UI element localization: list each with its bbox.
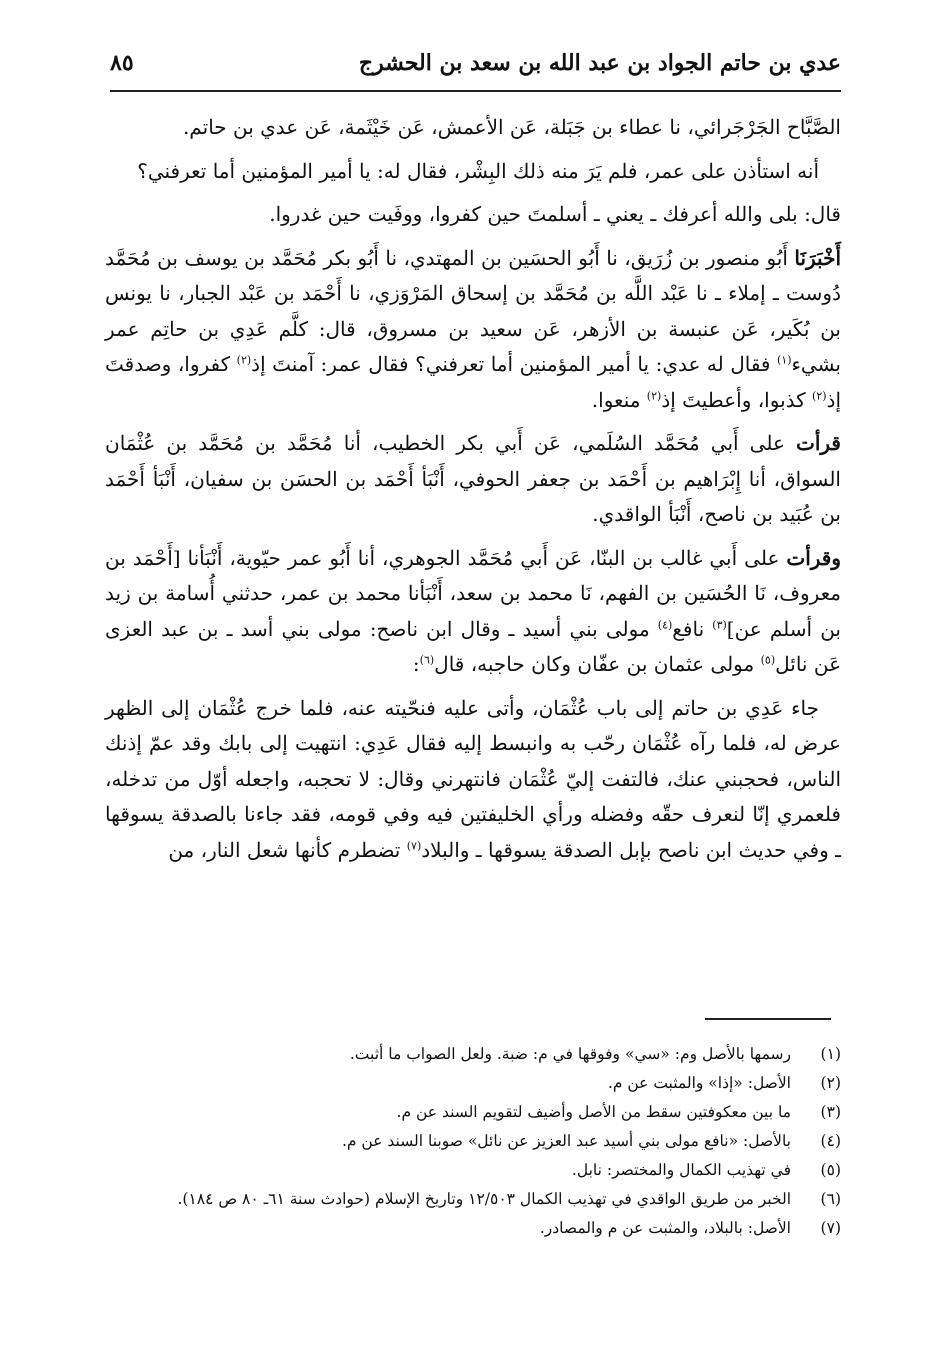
footnote-separator [705,1018,831,1020]
footnote-item [140,1185,841,1214]
footnote-item [140,1040,841,1069]
footnote-marker: (٢) [236,353,252,367]
main-text [105,110,841,876]
keyword-qara-tu: قرأت [796,431,841,455]
text-run: على أَبي غالب بن البنّا، عَن أَبي مُحَمَّد الجوهري، أنا أَبُو عمر حيّوية، أَنْبَأنا [أَحْمَد بن معروف، نَا الحُسَين بن الفهم، نَا محمد بن سعد، أَنْبَأنا محمد بن عمر، حدثني أُسامة بن زيد بن أسلم عن] [105,545,841,641]
footnote-number: (٤) [820,1132,841,1150]
footnote-marker: (٦) [419,653,435,667]
keyword-wa-qara-tu: وقرأت [786,545,841,570]
footnote-item [140,1156,841,1185]
footnote-marker: (٤) [657,617,673,631]
paragraph-7 [105,691,841,869]
footnote-marker: (٣) [712,617,727,631]
text-run: أَبُو منصور بن زُرَيق، نا أَبُو الحسَين بن المهتدي، نا أَبُو بكر مُحَمَّد بن يوسف بن مُحَمَّد دُوست ـ إملاء ـ نا عَبْد اللَّه بن مُحَمَّد بن إسحاق المَرْوَزي، نا أَحْمَد بن عَبْد الجبار، نا يونس بن بُكَير، عَن عنبسة بن الأزهر، عَن سعيد بن مسروق، قال: كلَّم عَدِي بن حاتِم عمر بشيء [105,245,841,376]
text-run: مولى بني أسيد ـ وقال ابن ناصح: مولى بني أسد ـ بن عبد العزى عَن نائل [105,616,841,676]
text-run: على أَبي مُحَمَّد السُلَمي، عَن أَبي بكر الخطيب، أنا مُحَمَّد بن مُحَمَّد بن عُثْمَان السواق، أنا إِبْرَاهيم بن أَحْمَد بن جعفر الحوفي، أَنْبَأ أَحْمَد بن الحسَن بن سفيان، أَنْبَأ أَحْمَد بن عُبَيد بن ناصح، أَنْبَأ الواقدي. [105,431,841,526]
footnote-number: (٧) [820,1219,841,1237]
text-run: كذبوا، وأعطيتَ إذ [661,387,813,412]
footnote-text: ما بين معكوفتين سقط من الأصل وأضيف لتقويم السند عن م. [396,1103,791,1121]
footnote-item [140,1127,841,1156]
footnote-number: (٣) [820,1103,841,1121]
text-run: تضطرم كأنها شعل النار، من [168,837,407,862]
text-run: : [412,652,420,676]
footnotes [140,1040,841,1243]
page-number: ٨٥ [110,50,134,76]
footnote-text: في تهذيب الكمال والمختصر: نابل. [571,1161,791,1179]
footnote-item [140,1069,841,1098]
paragraph-1: الصَّبَّاح الجَرْجَرائي، نا عطاء بن جَبَلة، عَن الأعمش، عَن خَيْثَمة، عَن عدي بن حاتم. [182,115,841,139]
footnote-number: (٦) [820,1190,841,1208]
footnote-text: رسمها بالأصل وم: «سي» وفوقها في م: ضبة. ولعل الصواب ما أثبت. [349,1045,791,1063]
footnote-item [140,1214,841,1243]
text-run: جاء عَدِي بن حاتم إلى باب عُثْمَان، وأتى عليه فنحّيته عنه، فلما خرج عُثْمَان إلى الظهر عرض له، فلما رآه عُثْمَان رحّب به وانبسط إليه فقال عَدِي: انتهيت إلى بابك وقد عمّ إذنك الناس، فحجبني عنك، فالتفت إليّ عُثْمَان فانتهرني وقال: لا تحجبه، واجعله أوّل من تدخله، فلعمري إنّا لنعرف حقّه وفضله ورأي الخليفتين فيه وفي قومه، فقد جاءنا بالصدقة يسوقها ـ وفي حديث ابن ناصح بإبل الصدقة يسوقها ـ والبلاد [105,695,841,862]
text-run: نافع [672,616,713,641]
text-run: فقال له عدي: يا أمير المؤمنين أما تعرفني؟ فقال عمر: آمنتَ إذ [251,352,777,376]
paragraph-2: أنه استأذن على عمر، فلم يَرَ منه ذلك البِشْر، فقال له: يا أمير المؤمنين أما تعرفني؟ [137,158,819,183]
text-run: منعوا. [591,387,647,412]
paragraph-3: قال: بلى والله أعرفك ـ يعني ـ أسلمتَ حين كفروا، ووفَيت حين غدروا. [269,202,841,226]
footnote-marker: (٢) [812,388,827,402]
text-run: كفروا، وصدقتَ إذ [105,352,841,412]
footnote-text: الأصل: بالبلاد، والمثبت عن م والمصادر. [539,1219,791,1237]
footnote-number: (٢) [820,1074,841,1092]
paragraph-6 [105,541,841,683]
paragraph-5 [105,426,841,533]
keyword-akhbarana: أَخْبَرَنَا [794,245,841,270]
footnote-number: (٥) [820,1161,841,1179]
footnote-marker: (٥) [760,653,776,667]
footnote-text: بالأصل: «نافع مولى بني أسيد عبد العزيز عن نائل» صوبنا السند عن م. [341,1132,791,1150]
paragraph-4 [105,241,841,419]
footnote-item [140,1098,841,1127]
footnote-number: (١) [820,1045,841,1063]
running-title: عدي بن حاتم الجواد بن عبد الله بن سعد بن الحشرج [358,50,841,76]
footnote-text: الخبر من طريق الواقدي في تهذيب الكمال ١٢/٥٠٣ وتاريخ الإسلام (حوادث سنة ٦١ـ ٨٠ ص ١٨٤). [177,1190,791,1208]
page-header [110,40,841,92]
footnote-marker: (٧) [406,838,422,852]
footnote-marker: (٢) [646,388,662,402]
footnote-marker: (١) [776,353,792,367]
footnote-text: الأصل: «إذا» والمثبت عن م. [607,1074,791,1092]
text-run: مولى عثمان بن عفّان وكان حاجبه، قال [434,652,761,676]
